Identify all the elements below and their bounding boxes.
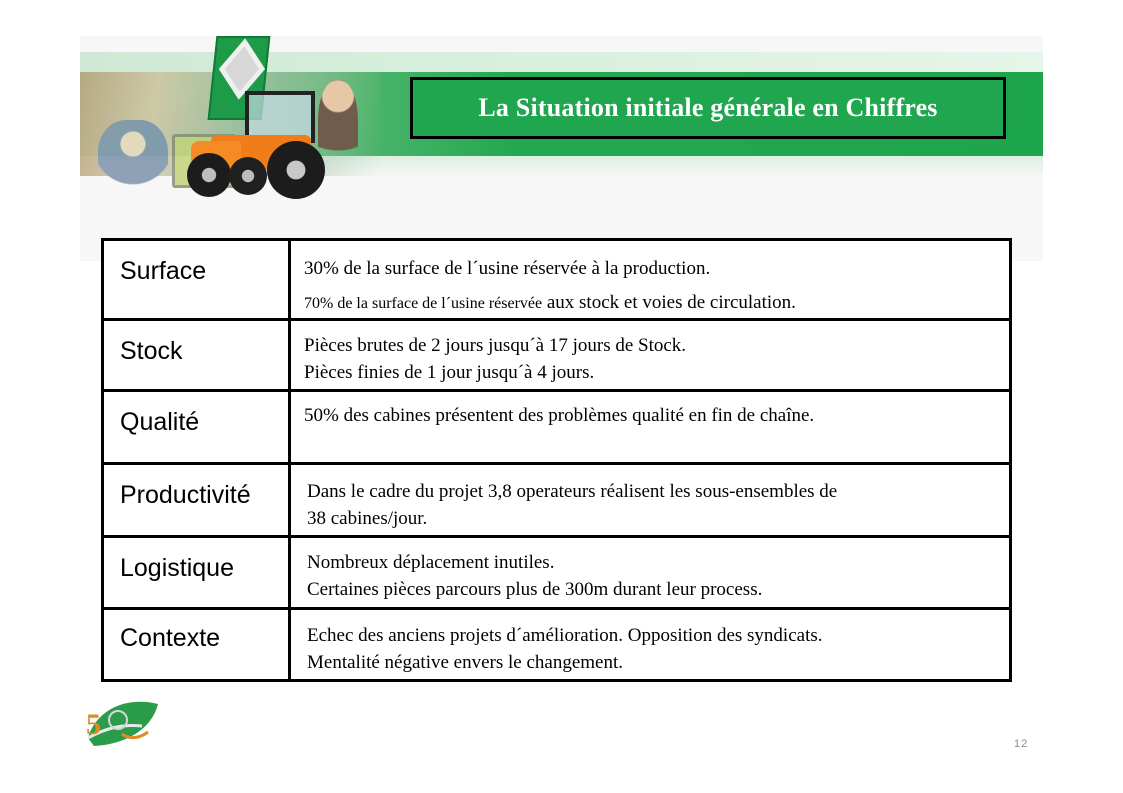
row-description (307, 478, 1001, 532)
description-line: Nombreux déplacement inutiles. (307, 552, 555, 573)
tractor-front-wheel (187, 153, 231, 197)
table-row-stock (104, 318, 1009, 389)
row-description (304, 252, 1001, 321)
situation-table (101, 238, 1012, 682)
description-line (304, 286, 1001, 321)
description-line: Mentalité négative envers le changement. (307, 652, 624, 673)
tractor-rear-wheel (267, 141, 325, 199)
row-category: Productivité (104, 465, 291, 535)
description-line: Pièces brutes de 2 jours jusqu´à 17 jours de Stock. (304, 335, 687, 356)
row-category: Contexte (104, 610, 291, 679)
row-description (304, 332, 1001, 386)
table-row-logistique (104, 535, 1009, 607)
title-box (410, 77, 1006, 139)
page-title: La Situation initiale générale en Chiffres (478, 93, 938, 122)
description-line: 38 cabines/jour. (307, 508, 428, 529)
row-category: Surface (104, 241, 291, 318)
logo-numeral: 5 (86, 708, 101, 741)
description-line: Dans le cadre du projet 3,8 operateurs réalisent les sous-ensembles de (307, 481, 838, 502)
row-description (307, 622, 1001, 676)
table-row-contexte (104, 607, 1009, 679)
description-small-text: 70% de la surface de l´usine réservée (304, 295, 543, 312)
row-category: Logistique (104, 538, 291, 607)
row-description (307, 549, 1001, 603)
person-left-figure (98, 120, 168, 200)
header-banner (80, 36, 1043, 261)
anniversary-leaf-logo-icon (82, 694, 162, 756)
description-line: Certaines pièces parcours plus de 300m durant leur process. (307, 579, 763, 600)
tractor-middle-wheel (229, 157, 267, 195)
table-row-surface (104, 241, 1009, 318)
description-line: Echec des anciens projets d´amélioration. Opposition des syndicats. (307, 625, 823, 646)
table-row-qualite (104, 389, 1009, 462)
tractor-icon (185, 91, 345, 201)
description-line: 50% des cabines présentent des problèmes qualité en fin de chaîne. (304, 405, 815, 426)
page-number: 12 (1014, 738, 1029, 750)
row-category: Stock (104, 321, 291, 389)
table-row-productivite (104, 462, 1009, 535)
description-line: Pièces finies de 1 jour jusqu´à 4 jours. (304, 362, 595, 383)
row-category: Qualité (104, 392, 291, 462)
description-line: 30% de la surface de l´usine réservée à la production. (304, 258, 711, 279)
description-normal-text: aux stock et voies de circulation. (542, 292, 796, 313)
row-description (304, 402, 1001, 429)
